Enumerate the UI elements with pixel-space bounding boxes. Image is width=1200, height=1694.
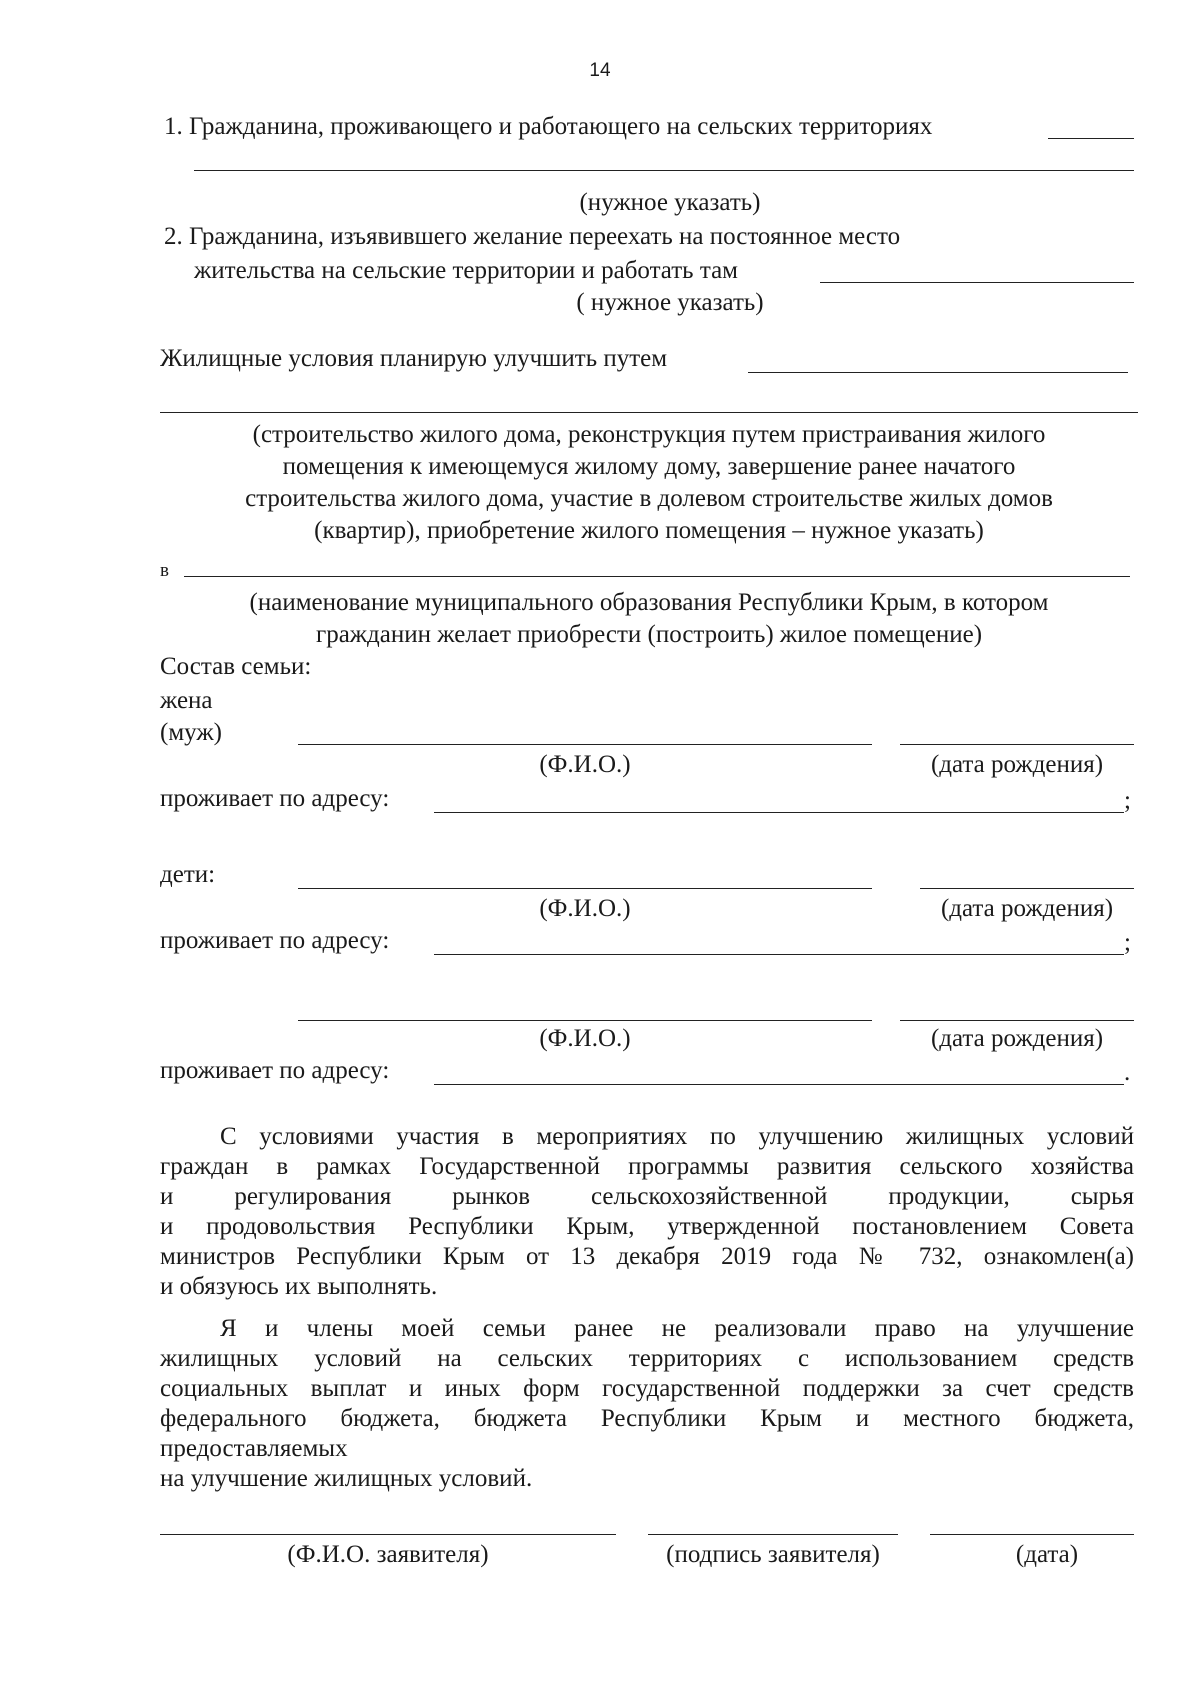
item2-fill-line[interactable] bbox=[820, 282, 1134, 283]
conditions-line-6: и обязуюсь их выполнять. bbox=[160, 1273, 438, 1300]
housing-fill-line[interactable] bbox=[748, 372, 1128, 373]
applicant-fio-hint: (Ф.И.О. заявителя) bbox=[287, 1541, 489, 1568]
family-title: Состав семьи: bbox=[160, 653, 312, 680]
housing-hint-line-1: (строительство жилого дома, реконструкция путем пристраивания жилого bbox=[252, 421, 1046, 448]
declaration-paragraph bbox=[160, 1314, 1134, 1494]
declaration-line-2: жилищных условий на сельских территориях с использованием средств bbox=[160, 1345, 1134, 1372]
date-line[interactable] bbox=[930, 1534, 1134, 1535]
item2-text-line2: жительства на сельские территории и работать там bbox=[194, 257, 738, 284]
spouse-fio-line[interactable] bbox=[298, 744, 872, 745]
declaration-line-5: предоставляемых bbox=[160, 1435, 348, 1462]
child1-address-line[interactable] bbox=[434, 954, 1124, 955]
applicant-fio-line[interactable] bbox=[160, 1534, 616, 1535]
municipality-prefix: в bbox=[160, 560, 169, 581]
conditions-line-5: министров Республики Крым от 13 декабря 2019 года № 732, ознакомлен(а) bbox=[160, 1243, 1134, 1270]
child1-address-label: проживает по адресу: bbox=[160, 927, 390, 954]
child2-dob-line[interactable] bbox=[900, 1020, 1134, 1021]
child1-dob-line[interactable] bbox=[920, 888, 1134, 889]
conditions-line-3: и регулирования рынков сельскохозяйственной продукции, сырья bbox=[160, 1183, 1134, 1210]
child2-fio-hint: (Ф.И.О.) bbox=[539, 1025, 631, 1052]
item2-text-line1: 2. Гражданина, изъявившего желание переехать на постоянное место bbox=[164, 223, 901, 250]
declaration-line-6: на улучшение жилищных условий. bbox=[160, 1465, 533, 1492]
item1-hint: (нужное указать) bbox=[579, 189, 761, 216]
child2-fio-line[interactable] bbox=[298, 1020, 872, 1021]
spouse-address-line[interactable] bbox=[434, 812, 1124, 813]
child1-address-sep: ; bbox=[1124, 929, 1131, 956]
child2-address-line[interactable] bbox=[434, 1084, 1124, 1085]
housing-hint-line-2: помещения к имеющемуся жилому дому, завершение ранее начатого bbox=[282, 453, 1016, 480]
municipality-hint-line-2: гражданин желает приобрести (построить) жилое помещение) bbox=[315, 621, 983, 648]
item2-hint: ( нужное указать) bbox=[576, 289, 764, 316]
spouse-address-sep: ; bbox=[1124, 787, 1131, 814]
spouse-fio-hint: (Ф.И.О.) bbox=[539, 751, 631, 778]
declaration-line-4: федерального бюджета, бюджета Республики Крым и местного бюджета, bbox=[160, 1405, 1134, 1432]
housing-hint-line-3: строительства жилого дома, участие в долевом строительстве жилых домов bbox=[245, 485, 1053, 512]
spouse-label-1: жена bbox=[160, 687, 213, 714]
housing-fill-line-2[interactable] bbox=[160, 412, 1138, 413]
item1-fill-line[interactable] bbox=[1048, 138, 1134, 139]
applicant-signature-hint: (подпись заявителя) bbox=[666, 1541, 880, 1568]
child1-dob-hint: (дата рождения) bbox=[940, 895, 1114, 922]
municipality-hint-line-1: (наименование муниципального образования Республики Крым, в котором bbox=[249, 589, 1049, 616]
housing-hint-line-4: (квартир), приобретение жилого помещения – нужное указать) bbox=[314, 517, 984, 544]
item1-fill-line-2[interactable] bbox=[194, 170, 1134, 171]
applicant-signature-line[interactable] bbox=[648, 1534, 898, 1535]
item1-text: 1. Гражданина, проживающего и работающего на сельских территориях bbox=[164, 113, 933, 140]
housing-label: Жилищные условия планирую улучшить путем bbox=[160, 345, 668, 372]
conditions-line-4: и продовольствия Республики Крым, утвержденной постановлением Совета bbox=[160, 1213, 1134, 1240]
declaration-line-3: социальных выплат и иных форм государственной поддержки за счет средств bbox=[160, 1375, 1134, 1402]
declaration-line-1: Я и члены моей семьи ранее не реализовали право на улучшение bbox=[220, 1315, 1134, 1342]
child1-fio-line[interactable] bbox=[298, 888, 872, 889]
child2-address-label: проживает по адресу: bbox=[160, 1057, 390, 1084]
date-hint: (дата) bbox=[1015, 1541, 1079, 1568]
child2-address-sep: . bbox=[1124, 1059, 1131, 1086]
spouse-address-label: проживает по адресу: bbox=[160, 785, 390, 812]
child2-dob-hint: (дата рождения) bbox=[930, 1025, 1104, 1052]
spouse-label-2: (муж) bbox=[160, 719, 222, 746]
conditions-line-1: С условиями участия в мероприятиях по улучшению жилищных условий bbox=[220, 1123, 1134, 1150]
spouse-dob-line[interactable] bbox=[900, 744, 1134, 745]
municipality-fill-line[interactable] bbox=[184, 576, 1130, 577]
child1-fio-hint: (Ф.И.О.) bbox=[539, 895, 631, 922]
page-number: 14 bbox=[589, 60, 611, 81]
conditions-line-2: граждан в рамках Государственной программы развития сельского хозяйства bbox=[160, 1153, 1134, 1180]
spouse-dob-hint: (дата рождения) bbox=[930, 751, 1104, 778]
conditions-paragraph bbox=[160, 1122, 1134, 1302]
children-label: дети: bbox=[160, 861, 216, 888]
